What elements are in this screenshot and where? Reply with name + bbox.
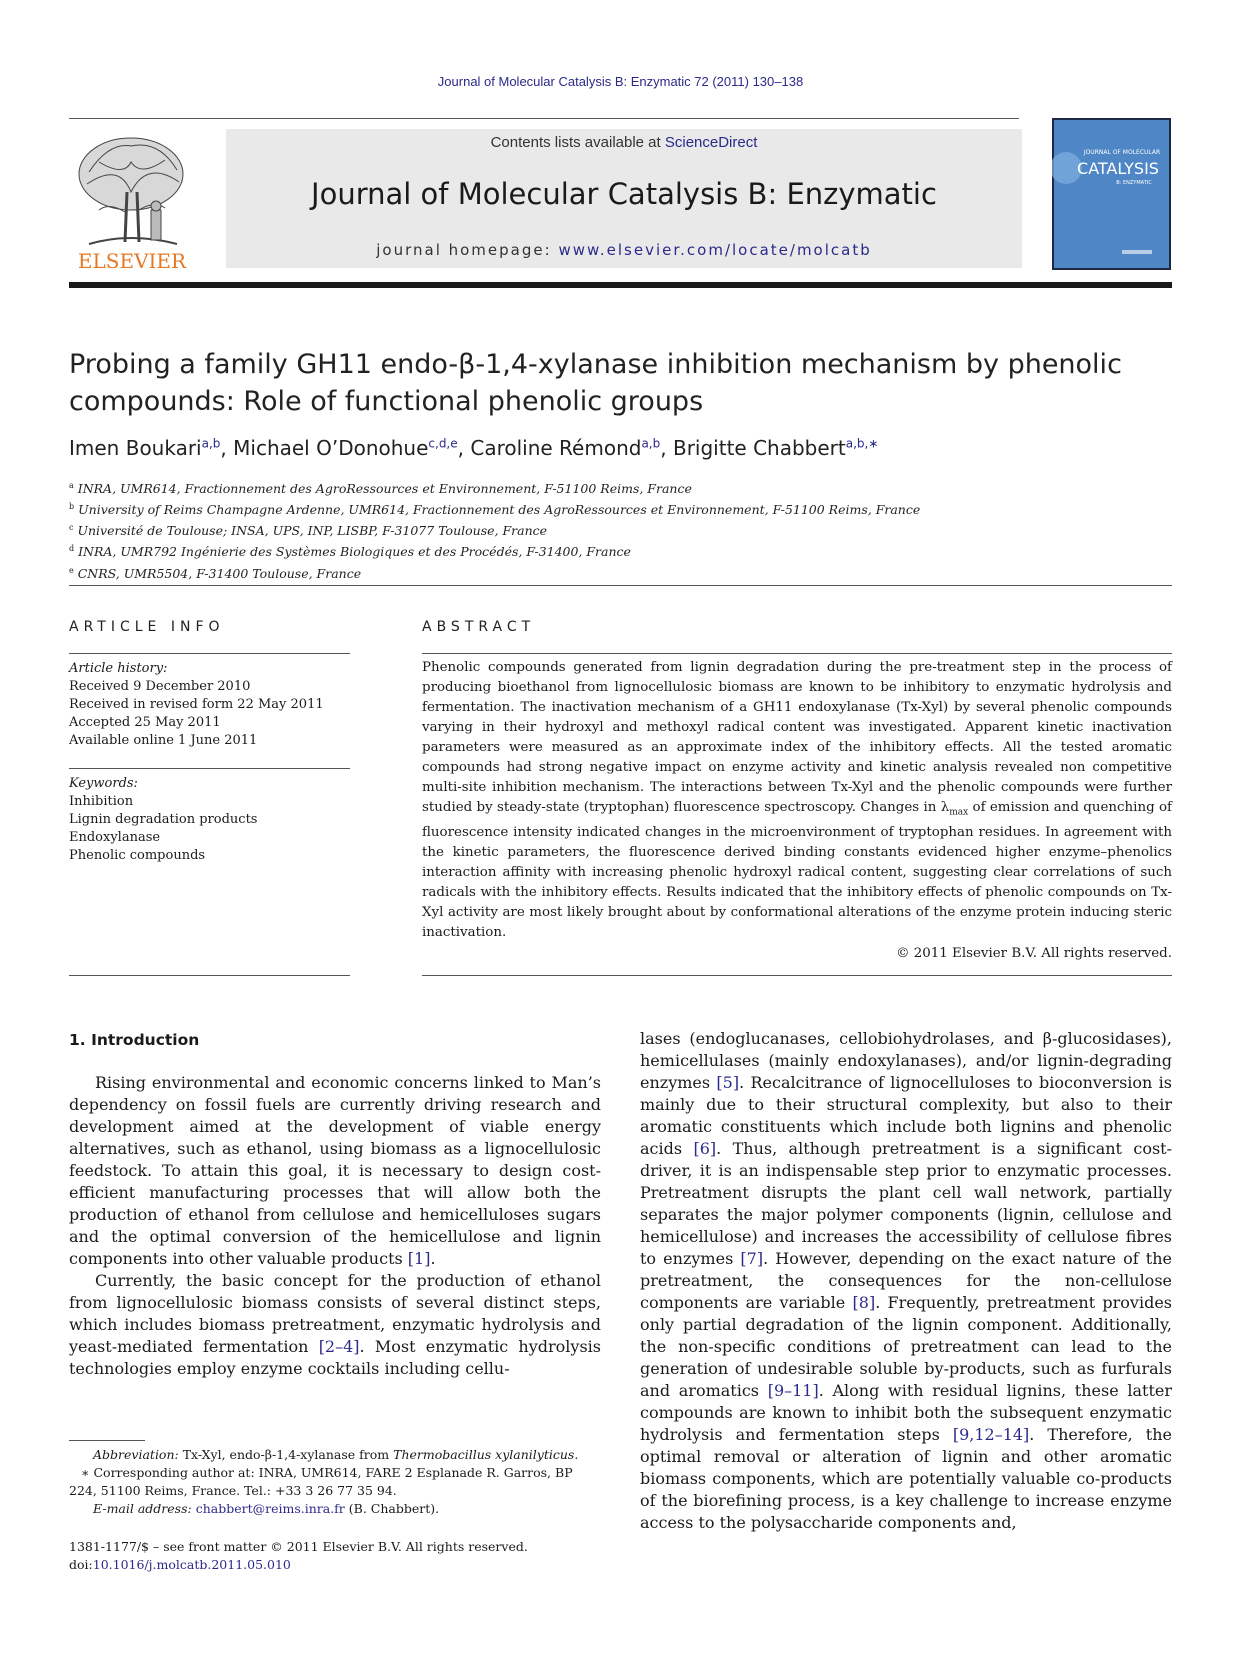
doi-line: doi:10.1016/j.molcatb.2011.05.010 (69, 1557, 291, 1572)
header-rule (69, 118, 1019, 119)
corresponding-author-footnote: ∗ Corresponding author at: INRA, UMR614, FARE 2 Esplanade R. Garros, BP 224, 51100 Reims, France. Tel.: +33 3 26 77 35 94. (69, 1465, 573, 1498)
article-info-rule-top (69, 653, 350, 654)
citation-link[interactable]: [7] (740, 1249, 764, 1268)
body-column-left (69, 1072, 601, 1380)
footnotes (69, 1446, 601, 1518)
affiliation-item (69, 519, 1169, 540)
author-separator: , (457, 436, 471, 460)
history-received: Received 9 December 2010 (69, 679, 251, 694)
article-info-heading: ARTICLE INFO (69, 619, 225, 635)
citation-link[interactable]: [8] (852, 1293, 876, 1312)
abstract-heading: ABSTRACT (422, 619, 536, 635)
keyword-item: Phenolic compounds (69, 848, 206, 863)
homepage-link[interactable]: www.elsevier.com/locate/molcatb (558, 241, 872, 259)
journal-cover-thumbnail[interactable] (1052, 118, 1171, 270)
affiliation-mark: a (69, 481, 74, 490)
journal-reference[interactable]: Journal of Molecular Catalysis B: Enzymatic 72 (2011) 130–138 (437, 74, 804, 89)
elsevier-tree-icon (69, 132, 195, 274)
affiliation-rule (69, 585, 1172, 586)
article-info-rule-bottom (69, 975, 350, 976)
intro-paragraph-1: Rising environmental and economic concerns linked to Man’s dependency on fossil fuels are currently driving research and development aimed at the development of viable energy alternatives, such as ethanol, using biomass as a lignocellulosic feedstock. To attain this goal, it is necessary to design cost-efficient manufacturing processes that will allow both the production of ethanol from cellulose and hemicelluloses sugars and the optimal conversion of the hemicellulose and lignin components into other valuable products [1]. (69, 1073, 601, 1268)
author-affiliation-marker[interactable]: a,b (641, 436, 661, 451)
email-footnote: E-mail address: chabbert@reims.inra.fr (B. Chabbert). (93, 1501, 440, 1516)
abstract-part-2: of emission and quenching of fluorescence intensity indicated changes in the microenvironment of tryptophan residues. In agreement with the kinetic parameters, the fluorescence derived binding constants evidenced higher enzyme–phenolics interaction affinity with increasing phenolic hydroxyl radical content, suggesting clear correlations of such radicals with the inhibitory effects. Results indicated that the inhibitory effects of phenolic compounds on Tx-Xyl activity are most likely brought about by conformational alterations of the enzyme protein inducing steric inactivation. (422, 800, 1172, 940)
article-info-rule-mid (69, 768, 350, 769)
elsevier-wordmark: ELSEVIER (77, 249, 187, 273)
author-affiliation-marker[interactable]: c,d,e (428, 436, 458, 451)
abstract-part-1: Phenolic compounds generated from lignin degradation during the pre-treatment step in the process of producing bioethanol from lignocellulosic biomass are known to be inhibitory to enzymatic hydrolysis and fermentation. The inactivation mechanism of a GH11 endoxylanase (Tx-Xyl) by several phenolic compounds varying in their hydroxyl and methoxyl radical content was investigated. Apparent kinetic inactivation parameters were measured as an approximate index of the inhibitory effects. All the tested aromatic compounds had strong negative impact on enzyme activity and kinetic analysis revealed non competitive multi-site inhibition mechanism. The interactions between Tx-Xyl and the phenolic compounds were further studied by steady-state (tryptophan) fluorescence spectroscopy. Changes in λ (422, 660, 1172, 815)
cover-line-3: B: ENZYMATIC (1116, 180, 1152, 186)
affiliation-item (69, 540, 1169, 561)
author-separator: , (660, 436, 673, 460)
journal-masthead (226, 129, 1022, 268)
affiliation-mark: e (69, 565, 74, 575)
homepage-line (226, 241, 1022, 259)
affiliation-list (69, 477, 1169, 583)
lambda-max-subscript: max (949, 807, 969, 818)
email-link[interactable]: chabbert@reims.inra.fr (195, 1501, 345, 1516)
intro-paragraph-2: Currently, the basic concept for the production of ethanol from lignocellulosic biomass consists of several distinct steps, which includes biomass pretreatment, enzymatic hydrolysis and yeast-mediated fermentation [2–4]. Most enzymatic hydrolysis technologies employ enzyme cocktails including cellu- (69, 1271, 601, 1378)
author-list (69, 436, 1169, 460)
doi-link[interactable]: 10.1016/j.molcatb.2011.05.010 (92, 1557, 291, 1572)
affiliation-item (69, 498, 1169, 519)
author-name: Michael O’Donohue (233, 436, 429, 460)
keyword-list (69, 775, 350, 865)
sciencedirect-link[interactable]: ScienceDirect (664, 134, 758, 151)
journal-title: Journal of Molecular Catalysis B: Enzymatic (311, 177, 937, 211)
affiliation-text: University of Reims Champagne Ardenne, UMR614, Fractionnement des AgroRessources et Environnement, F-51100 Reims, France (78, 502, 921, 518)
affiliation-mark: d (69, 544, 75, 554)
affiliation-text: Université de Toulouse; INSA, UPS, INP, LISBP, F-31077 Toulouse, France (77, 523, 548, 539)
elsevier-logo[interactable] (69, 132, 195, 274)
citation-link[interactable]: [1] (407, 1249, 431, 1268)
article-title: Probing a family GH11 endo-β-1,4-xylanase inhibition mechanism by phenolic compounds: Role of functional phenolic groups (69, 349, 1122, 417)
homepage-prefix: journal homepage: (376, 241, 559, 259)
abstract-text (422, 658, 1172, 943)
body-column-right (640, 1028, 1172, 1534)
keyword-item: Inhibition (69, 794, 134, 809)
citation-link[interactable]: [5] (716, 1073, 740, 1092)
abstract-rule-bottom (422, 975, 1172, 976)
author-affiliation-marker[interactable]: a,b,∗ (845, 436, 879, 451)
history-online: Available online 1 June 2011 (69, 733, 258, 748)
citation-link[interactable]: [2–4] (318, 1337, 360, 1356)
affiliation-item (69, 477, 1169, 498)
cover-line-1: JOURNAL OF MOLECULAR (1083, 149, 1161, 156)
affiliation-item (69, 562, 1169, 583)
affiliation-text: CNRS, UMR5504, F-31400 Toulouse, France (77, 565, 362, 581)
citation-link[interactable]: [9,12–14] (952, 1425, 1030, 1444)
author-name: Imen Boukari (69, 436, 202, 460)
author-affiliation-marker[interactable]: a,b (201, 436, 221, 451)
citation-link[interactable]: [6] (693, 1139, 717, 1158)
introduction-heading: 1. Introduction (69, 1031, 200, 1049)
history-revised: Received in revised form 22 May 2011 (69, 697, 324, 712)
author-name: Caroline Rémond (470, 436, 642, 460)
contents-line (226, 134, 1022, 151)
intro-paragraph-2-continued: lases (endoglucanases, cellobiohydrolases, and β-glucosidases), hemicellulases (mainly endoxylanases), and/or lignin-degrading enzymes [5]. Recalcitrance of lignocelluloses to bioconversion is mainly due to their structural complexity, but also to their aromatic constituents which include both lignins and phenolic acids [6]. Thus, although pretreatment is a significant cost-driver, it is an indispensable step prior to enzymatic processes. Pretreatment disrupts the plant cell wall network, partially separates the major polymer components (lignin, cellulose and hemicellulose) and increases the accessibility of cellulose fibres to enzymes [7]. However, depending on the exact nature of the pretreatment, the consequences for the non-cellulose components are variable [8]. Frequently, pretreatment provides only partial degradation of the lignin component. Additionally, the non-specific conditions of pretreatment can lead to the generation of undesirable soluble by-products, such as furfurals and aromatics [9–11]. Along with residual lignins, these latter compounds are known to inhibit both the subsequent enzymatic hydrolysis and fermentation steps [9,12–14]. Therefore, the optimal removal or alteration of lignin and other aromatic biomass components, which are potentially valuable co-products of the biorefining process, is a key challenge to increase enzyme access to the polysaccharide components and, (640, 1029, 1173, 1532)
abstract-copyright: © 2011 Elsevier B.V. All rights reserved. (896, 946, 1172, 961)
contents-prefix: Contents lists available at (490, 134, 665, 151)
cover-image-icon (1052, 118, 1171, 270)
footnote-rule (69, 1440, 145, 1441)
keyword-item: Endoxylanase (69, 830, 161, 845)
affiliation-text: INRA, UMR792 Ingénierie des Systèmes Biologiques et des Procédés, F-31400, France (78, 544, 631, 560)
issn-line: 1381-1177/$ – see front matter © 2011 Elsevier B.V. All rights reserved. (69, 1539, 528, 1554)
author-name: Brigitte Chabbert (672, 436, 846, 460)
history-label: Article history: (69, 661, 168, 676)
author-separator: , (220, 436, 234, 460)
affiliation-text: INRA, UMR614, Fractionnement des AgroRessources et Environnement, F-51100 Reims, France (77, 481, 692, 497)
abbreviation-footnote: Abbreviation: Tx-Xyl, endo-β-1,4-xylanase from Thermobacillus xylanilyticus. (93, 1447, 579, 1462)
front-matter-info (69, 1538, 669, 1574)
citation-link[interactable]: [9–11] (767, 1381, 819, 1400)
keywords-label: Keywords: (69, 776, 138, 791)
abstract-rule-top (422, 653, 1172, 654)
keyword-item: Lignin degradation products (69, 812, 258, 827)
article-history (69, 660, 350, 750)
masthead-thick-rule (69, 282, 1172, 288)
history-accepted: Accepted 25 May 2011 (69, 715, 221, 730)
cover-line-2: CATALYSIS (1077, 159, 1159, 178)
affiliation-mark: b (69, 502, 75, 512)
affiliation-mark: c (69, 523, 74, 533)
